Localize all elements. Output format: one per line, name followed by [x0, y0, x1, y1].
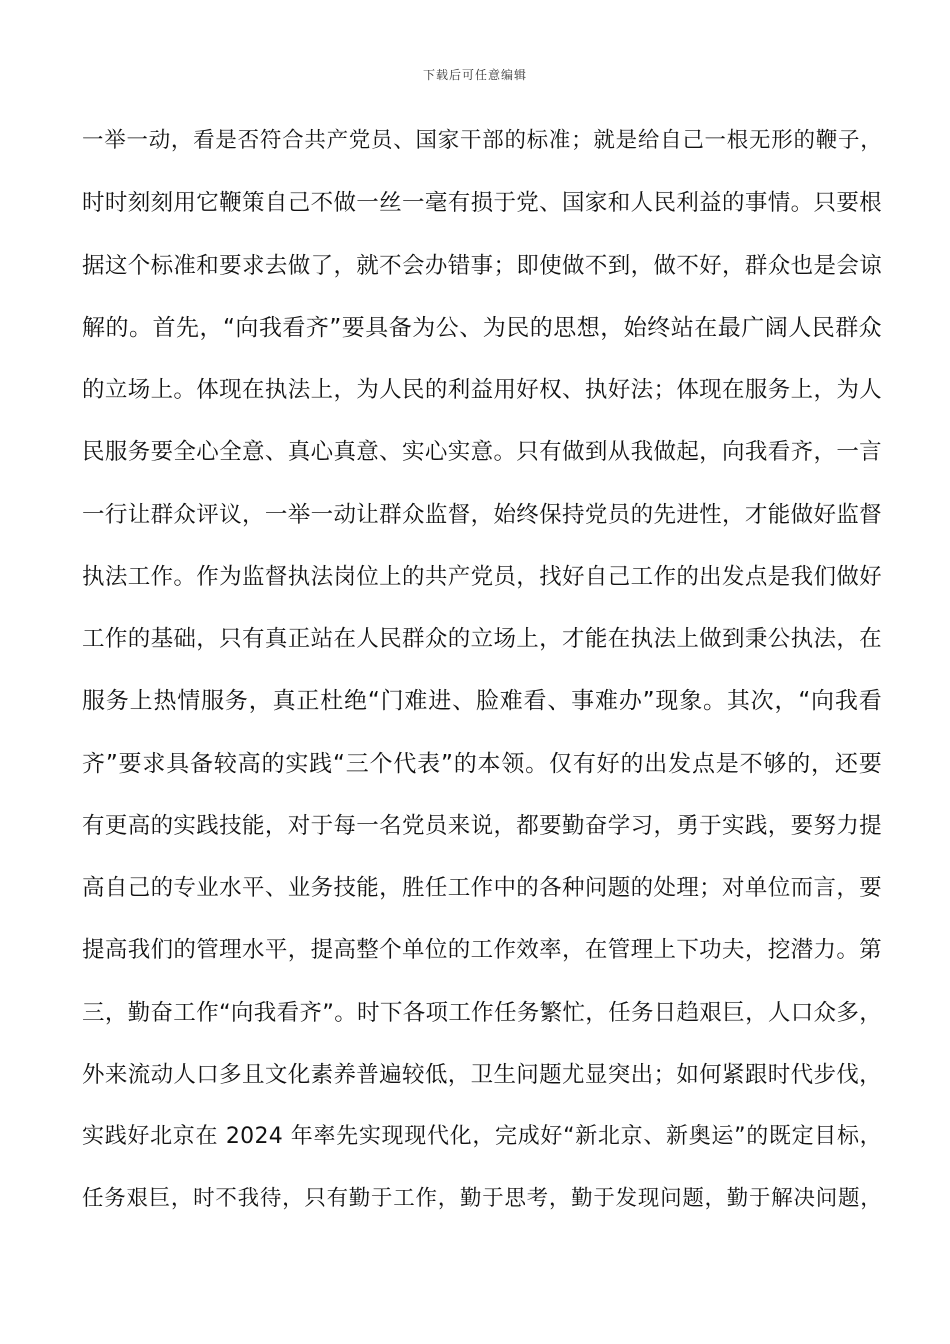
text-line: 服务上热情服务，真正杜绝“门难进、脸难看、事难办”现象。其次，“向我看 [82, 688, 882, 715]
text-line: 提高我们的管理水平，提高整个单位的工作效率，在管理上下功夫，挖潜力。第 [82, 937, 882, 964]
text-line: 据这个标准和要求去做了，就不会办错事；即使做不到，做不好，群众也是会谅 [82, 252, 882, 279]
text-line: 执法工作。作为监督执法岗位上的共产党员，找好自己工作的出发点是我们做好 [82, 563, 882, 590]
body-paragraph [82, 121, 882, 1242]
text-line: 民服务要全心全意、真心真意、实心实意。只有做到从我做起，向我看齐，一言 [82, 439, 882, 466]
text-line: 一举一动，看是否符合共产党员、国家干部的标准；就是给自己一根无形的鞭子， [82, 128, 882, 153]
text-line: 解的。首先，“向我看齐”要具备为公、为民的思想，始终站在最广阔人民群众 [82, 314, 882, 341]
text-line: 实践好北京在 2024 年率先实现现代化，完成好“新北京、新奥运”的既定目标， [82, 1124, 882, 1149]
text-line: 外来流动人口多且文化素养普遍较低，卫生问题尤显突出；如何紧跟时代步伐， [82, 1061, 882, 1088]
text-line: 一行让群众评议，一举一动让群众监督，始终保持党员的先进性，才能做好监督 [82, 501, 882, 528]
text-line: 时时刻刻用它鞭策自己不做一丝一毫有损于党、国家和人民利益的事情。只要根 [82, 190, 882, 217]
text-line: 齐”要求具备较高的实践“三个代表”的本领。仅有好的出发点是不够的，还要 [82, 750, 882, 777]
text-line: 有更高的实践技能，对于每一名党员来说，都要勤奋学习，勇于实践，要努力提 [82, 812, 882, 839]
text-line: 任务艰巨，时不我待，只有勤于工作，勤于思考，勤于发现问题，勤于解决问题， [82, 1186, 882, 1212]
text-line: 高自己的专业水平、业务技能，胜任工作中的各种问题的处理；对单位而言，要 [82, 875, 882, 901]
page-header: 下载后可任意编辑 [422, 68, 527, 82]
text-line: 工作的基础，只有真正站在人民群众的立场上，才能在执法上做到秉公执法，在 [82, 626, 882, 652]
text-line: 三，勤奋工作“向我看齐”。时下各项工作任务繁忙，任务日趋艰巨，人口众多， [82, 999, 882, 1026]
text-line: 的立场上。体现在执法上，为人民的利益用好权、执好法；体现在服务上，为人 [82, 377, 882, 403]
